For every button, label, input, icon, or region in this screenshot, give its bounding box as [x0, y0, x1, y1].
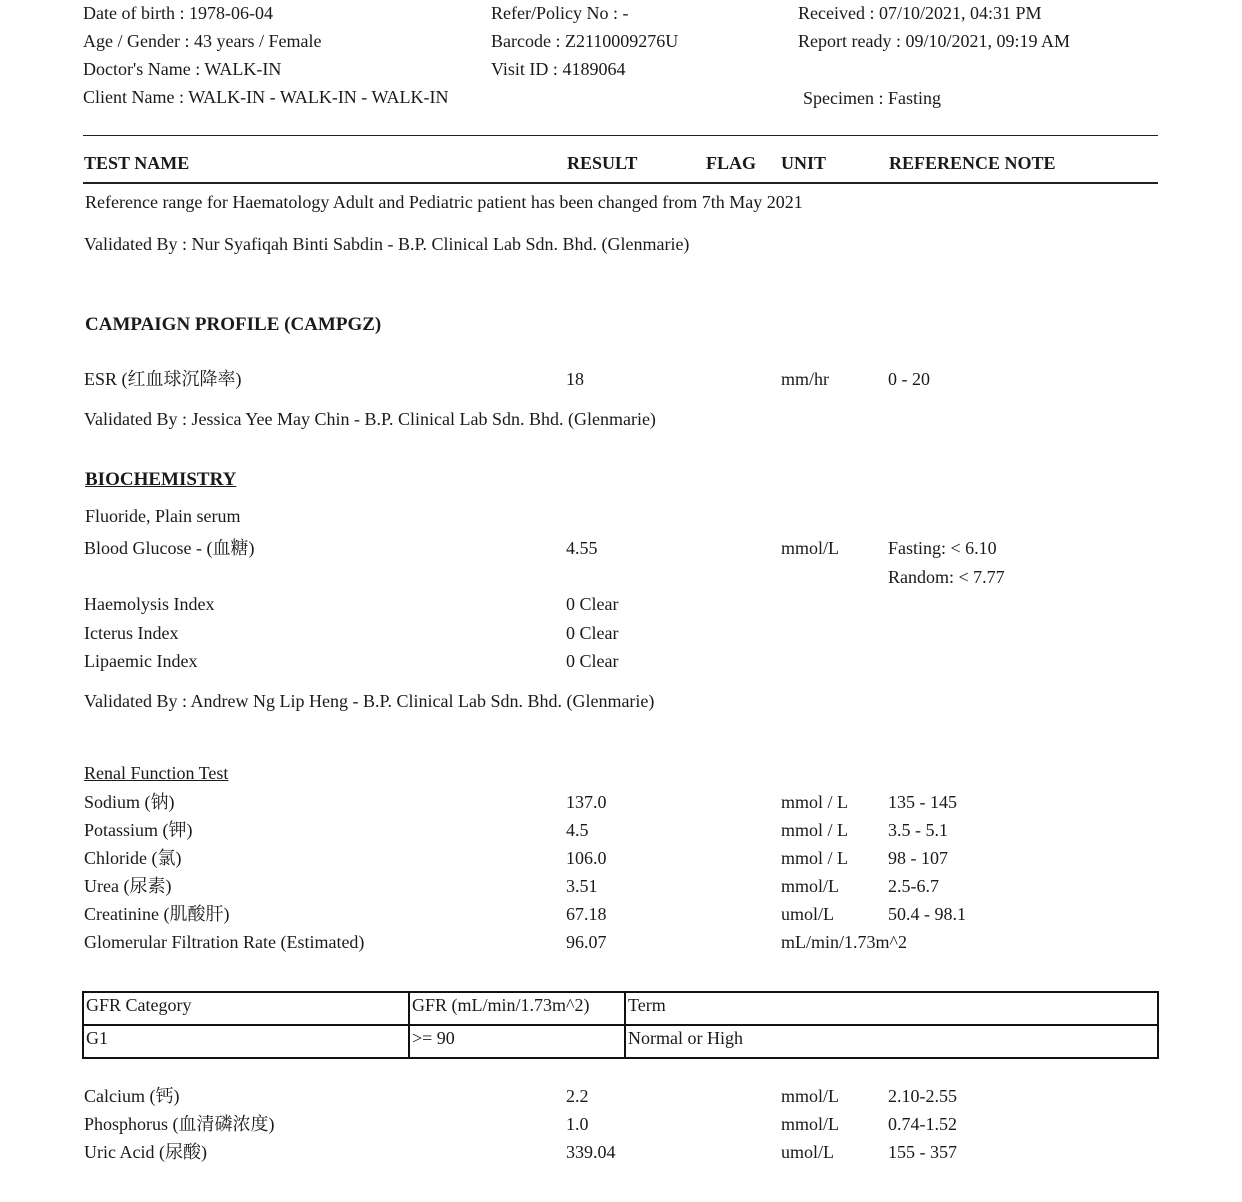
header-sep: : [869, 3, 875, 23]
header-doctor [83, 60, 281, 78]
table-row [83, 1025, 1158, 1058]
header-sep: : [612, 3, 618, 23]
test-esr-ref: 0 - 20 [888, 369, 930, 389]
header-value: Z2110009276U [564, 31, 679, 51]
section-renal-function: Renal Function Test [84, 763, 229, 783]
test-uric-acid-unit: umol/L [781, 1142, 834, 1162]
header-sep: : [552, 59, 558, 79]
test-icterus-name: Icterus Index [84, 623, 179, 643]
test-haemolysis-result: 0 Clear [566, 594, 619, 614]
test-potassium-unit: mmol / L [781, 820, 848, 840]
test-chloride-unit: mmol / L [781, 848, 848, 868]
header-label: Received [798, 3, 865, 23]
test-glucose-ref-random: Random: < 7.77 [888, 567, 1005, 587]
table-row [83, 992, 1158, 1025]
col-result: RESULT [567, 153, 638, 173]
test-icterus-result: 0 Clear [566, 623, 619, 643]
test-potassium-result: 4.5 [566, 820, 589, 840]
header-sep: : [555, 31, 561, 51]
header-value: - [622, 3, 629, 23]
test-haemolysis-name: Haemolysis Index [84, 594, 215, 614]
header-policy [491, 4, 629, 22]
test-sodium-unit: mmol / L [781, 792, 848, 812]
validated-by-haematology: Validated By : Nur Syafiqah Binti Sabdin - B.P. Clinical Lab Sdn. Bhd. (Glenmarie) [84, 234, 690, 254]
validated-by-biochemistry: Validated By : Andrew Ng Lip Heng - B.P. Clinical Lab Sdn. Bhd. (Glenmarie) [84, 691, 655, 711]
test-urea-result: 3.51 [566, 876, 598, 896]
reference-change-notice: Reference range for Haematology Adult and Pediatric patient has been changed from 7th May 2021 [85, 192, 803, 212]
test-potassium-name: Potassium (钾) [84, 820, 193, 840]
header-value: 43 years / Female [193, 31, 322, 51]
test-calcium-name: Calcium (钙) [84, 1086, 180, 1106]
test-glucose-name: Blood Glucose - (血糖) [84, 538, 255, 558]
header-visit-id [491, 60, 625, 78]
header-label: Visit ID [491, 59, 549, 79]
test-creatinine-ref: 50.4 - 98.1 [888, 904, 966, 924]
test-creatinine-result: 67.18 [566, 904, 607, 924]
test-glucose-unit: mmol/L [781, 538, 839, 558]
test-urea-ref: 2.5-6.7 [888, 876, 939, 896]
header-sep: : [178, 87, 184, 107]
col-flag: FLAG [706, 153, 757, 173]
test-phosphorus-name: Phosphorus (血清磷浓度) [84, 1114, 275, 1134]
header-sep: : [878, 88, 884, 108]
test-chloride-ref: 98 - 107 [888, 848, 948, 868]
test-sodium-ref: 135 - 145 [888, 792, 957, 812]
specimen-note: Fluoride, Plain serum [85, 506, 241, 526]
header-value: 07/10/2021, 04:31 PM [878, 3, 1042, 23]
gfr-cell-term: Normal or High [625, 1025, 1158, 1058]
header-label: Specimen [803, 88, 874, 108]
test-gfr-name: Glomerular Filtration Rate (Estimated) [84, 932, 365, 952]
test-lipaemic-name: Lipaemic Index [84, 651, 198, 671]
header-report-ready [798, 32, 1070, 50]
gfr-header-range: GFR (mL/min/1.73m^2) [409, 992, 625, 1025]
test-glucose-result: 4.55 [566, 538, 598, 558]
header-client [83, 88, 448, 106]
header-label: Client Name [83, 87, 175, 107]
header-value: 4189064 [562, 59, 626, 79]
test-chloride-result: 106.0 [566, 848, 607, 868]
test-gfr-result: 96.07 [566, 932, 607, 952]
header-barcode [491, 32, 678, 50]
test-chloride-name: Chloride (氯) [84, 848, 182, 868]
section-biochemistry: BIOCHEMISTRY [85, 469, 237, 490]
col-reference-note: REFERENCE NOTE [889, 153, 1056, 173]
test-calcium-ref: 2.10-2.55 [888, 1086, 957, 1106]
header-label: Age / Gender [83, 31, 180, 51]
header-label: Barcode [491, 31, 551, 51]
test-phosphorus-result: 1.0 [566, 1114, 589, 1134]
header-divider [83, 135, 1158, 136]
header-specimen [803, 89, 941, 107]
gfr-cell-range: >= 90 [409, 1025, 625, 1058]
test-urea-name: Urea (尿素) [84, 876, 172, 896]
test-sodium-name: Sodium (钠) [84, 792, 175, 812]
test-uric-acid-name: Uric Acid (尿酸) [84, 1142, 207, 1162]
test-urea-unit: mmol/L [781, 876, 839, 896]
test-calcium-unit: mmol/L [781, 1086, 839, 1106]
validated-by-campaign: Validated By : Jessica Yee May Chin - B.P. Clinical Lab Sdn. Bhd. (Glenmarie) [84, 409, 656, 429]
header-value: 1978-06-04 [188, 3, 273, 23]
test-uric-acid-result: 339.04 [566, 1142, 616, 1162]
test-sodium-result: 137.0 [566, 792, 607, 812]
column-divider [83, 182, 1158, 184]
header-sep: : [195, 59, 201, 79]
header-dob [83, 4, 273, 22]
gfr-header-term: Term [625, 992, 1158, 1025]
test-esr-name: ESR (红血球沉降率) [84, 369, 242, 389]
header-value: 09/10/2021, 09:19 AM [905, 31, 1070, 51]
test-esr-unit: mm/hr [781, 369, 829, 389]
header-received [798, 4, 1042, 22]
test-creatinine-name: Creatinine (肌酸肝) [84, 904, 230, 924]
test-esr-result: 18 [566, 369, 584, 389]
test-gfr-unit: mL/min/1.73m^2 [781, 932, 907, 952]
header-label: Report ready [798, 31, 892, 51]
header-value: WALK-IN [204, 59, 282, 79]
header-label: Doctor's Name [83, 59, 191, 79]
section-campaign-profile: CAMPAIGN PROFILE (CAMPGZ) [85, 314, 382, 335]
test-creatinine-unit: umol/L [781, 904, 834, 924]
header-value: WALK-IN - WALK-IN - WALK-IN [188, 87, 449, 107]
header-label: Date of birth [83, 3, 175, 23]
gfr-header-category: GFR Category [83, 992, 409, 1025]
test-uric-acid-ref: 155 - 357 [888, 1142, 957, 1162]
header-sep: : [895, 31, 901, 51]
test-potassium-ref: 3.5 - 5.1 [888, 820, 948, 840]
test-lipaemic-result: 0 Clear [566, 651, 619, 671]
test-phosphorus-ref: 0.74-1.52 [888, 1114, 957, 1134]
gfr-category-table [82, 991, 1159, 1059]
header-value: Fasting [888, 88, 942, 108]
header-label: Refer/Policy No [491, 3, 609, 23]
test-calcium-result: 2.2 [566, 1086, 589, 1106]
header-sep: : [184, 31, 190, 51]
header-age-gender [83, 32, 321, 50]
col-unit: UNIT [781, 153, 827, 173]
gfr-cell-category: G1 [83, 1025, 409, 1058]
col-test-name: TEST NAME [84, 153, 190, 173]
test-glucose-ref-fasting: Fasting: < 6.10 [888, 538, 997, 558]
test-phosphorus-unit: mmol/L [781, 1114, 839, 1134]
header-sep: : [179, 3, 185, 23]
